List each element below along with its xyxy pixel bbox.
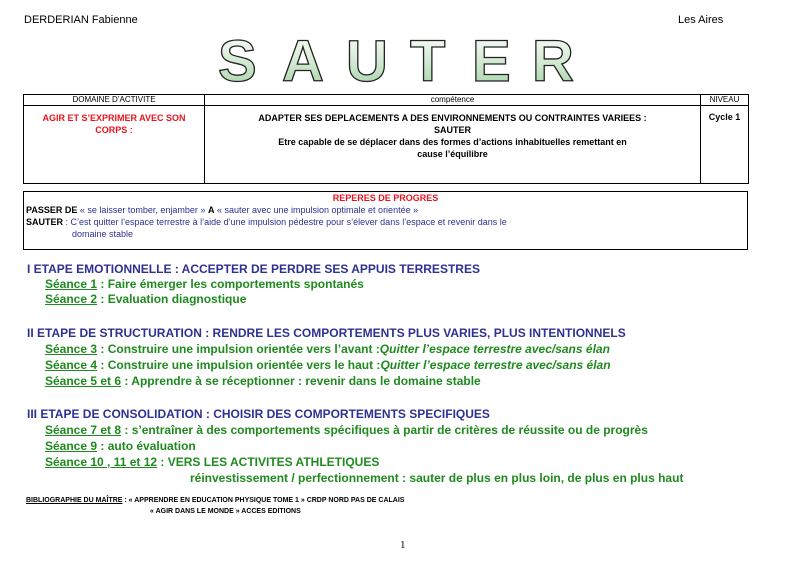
seance-2 (45, 292, 246, 306)
seance-3-label: Séance 3 (45, 342, 98, 356)
title-letter-4: T (410, 29, 446, 89)
seance-3-italic: Quitter l’espace terrestre avec/sans élan (379, 342, 610, 356)
passer-to: « sauter avec une impulsion optimale et orientée » (216, 205, 419, 215)
reperes-passer-line (24, 204, 747, 216)
seance-4 (45, 358, 611, 372)
reperes-sauter-line (24, 216, 747, 228)
competence-line-3: Etre capable de se déplacer dans des formes d’actions inhabituelles remettant en (278, 137, 627, 147)
niveau-cell: Cycle 1 (701, 106, 749, 184)
domaine-line-2: CORPS : (95, 125, 133, 135)
seance-10-12 (45, 455, 379, 469)
seance-10-12-label: Séance 10 , 11 et 12 (45, 455, 158, 469)
seance-5-6-label: Séance 5 et 6 (45, 374, 122, 388)
competence-cell (205, 106, 701, 184)
reperes-box (23, 191, 748, 250)
sauter-text-2: domaine stable (72, 229, 134, 239)
biblio-label: BIBLIOGRAPHIE DU MAÎTRE (26, 497, 123, 504)
seance-2-text: : Evaluation diagnostique (97, 292, 247, 306)
seance-3-text: : Construire une impulsion orientée vers l’avant : (97, 342, 380, 356)
domaine-line-1: AGIR ET S’EXPRIMER AVEC SON (42, 113, 186, 123)
col-niveau-header: NIVEAU (701, 95, 749, 106)
seance-5-6-text: : Apprendre à se réceptionner : revenir dans le domaine stable (121, 374, 481, 388)
seance-7-8-text: : s’entraîner à des comportements spécifiques à partir de critères de réussite ou de progrès (121, 423, 648, 437)
seance-9 (45, 439, 196, 453)
biblio-text-1: : « APPRENDRE EN EDUCATION PHYSIQUE TOME 1 » CRDP NORD PAS DE CALAIS (122, 497, 405, 504)
biblio-line-2: « AGIR DANS LE MONDE » ACCES EDITIONS (150, 508, 301, 515)
title-letter-6: R (532, 29, 574, 89)
seance-4-text: : Construire une impulsion orientée vers le haut : (97, 358, 381, 372)
etape-2-title: II ETAPE DE STRUCTURATION : RENDRE LES COMPORTEMENTS PLUS VARIES, PLUS INTENTIONNELS (27, 326, 626, 340)
author-name: DERDERIAN Fabienne (24, 14, 138, 26)
seance-3 (45, 342, 610, 356)
seance-10-12-text: : VERS LES ACTIVITES ATHLETIQUES (157, 455, 380, 469)
seance-7-8-label: Séance 7 et 8 (45, 423, 122, 437)
etape-1-title: I ETAPE EMOTIONNELLE : ACCEPTER DE PERDRE SES APPUIS TERRESTRES (27, 262, 480, 276)
title-letter-5: E (472, 29, 511, 89)
seance-1-label: Séance 1 (45, 277, 98, 291)
col-domaine-header: DOMAINE D’ACTIVITE (24, 95, 205, 106)
domaine-cell (24, 106, 205, 184)
seance-4-label: Séance 4 (45, 358, 98, 372)
title-letter-2: A (282, 29, 324, 89)
competence-table (23, 94, 749, 184)
reperes-title: REPERES DE PROGRES (332, 193, 439, 203)
etape-3-title: III ETAPE DE CONSOLIDATION : CHOISIR DES COMPORTEMENTS SPECIFIQUES (27, 407, 490, 421)
sauter-label: SAUTER (26, 217, 64, 227)
seance-1 (45, 277, 364, 291)
competence-line-1: ADAPTER SES DEPLACEMENTS A DES ENVIRONNEMENTS OU CONTRAINTES VARIEES : (258, 113, 647, 123)
title-letter-3: U (346, 29, 388, 89)
seance-10-12-extra: réinvestissement / perfectionnement : sauter de plus en plus loin, de plus en plus haut (190, 471, 684, 485)
col-competence-header: compétence (205, 95, 701, 106)
seance-1-text: : Faire émerger les comportements spontanés (97, 277, 364, 291)
competence-line-4: cause l’équilibre (417, 149, 488, 159)
seance-9-label: Séance 9 (45, 439, 98, 453)
sauter-text-1: : C’est quitter l’espace terrestre à l’aide d’une impulsion pédestre pour s’élever dans l’espace et revenir dans le (63, 217, 507, 227)
passer-label: PASSER DE (26, 205, 78, 215)
page-title (210, 27, 590, 89)
competence-line-2: SAUTER (433, 125, 471, 135)
passer-from: « se laisser tomber, enjamber » (79, 205, 206, 215)
seance-2-label: Séance 2 (45, 292, 98, 306)
passer-a: A (207, 205, 215, 215)
seance-4-italic: Quitter l’espace terrestre avec/sans élan (380, 358, 611, 372)
seance-5-6 (45, 374, 481, 388)
title-letter-1: S (218, 29, 257, 89)
school-name: Les Aires (678, 14, 724, 26)
seance-7-8 (45, 423, 648, 437)
seance-9-text: : auto évaluation (97, 439, 196, 453)
page-number: 1 (400, 539, 406, 551)
biblio-line-1 (26, 497, 404, 504)
